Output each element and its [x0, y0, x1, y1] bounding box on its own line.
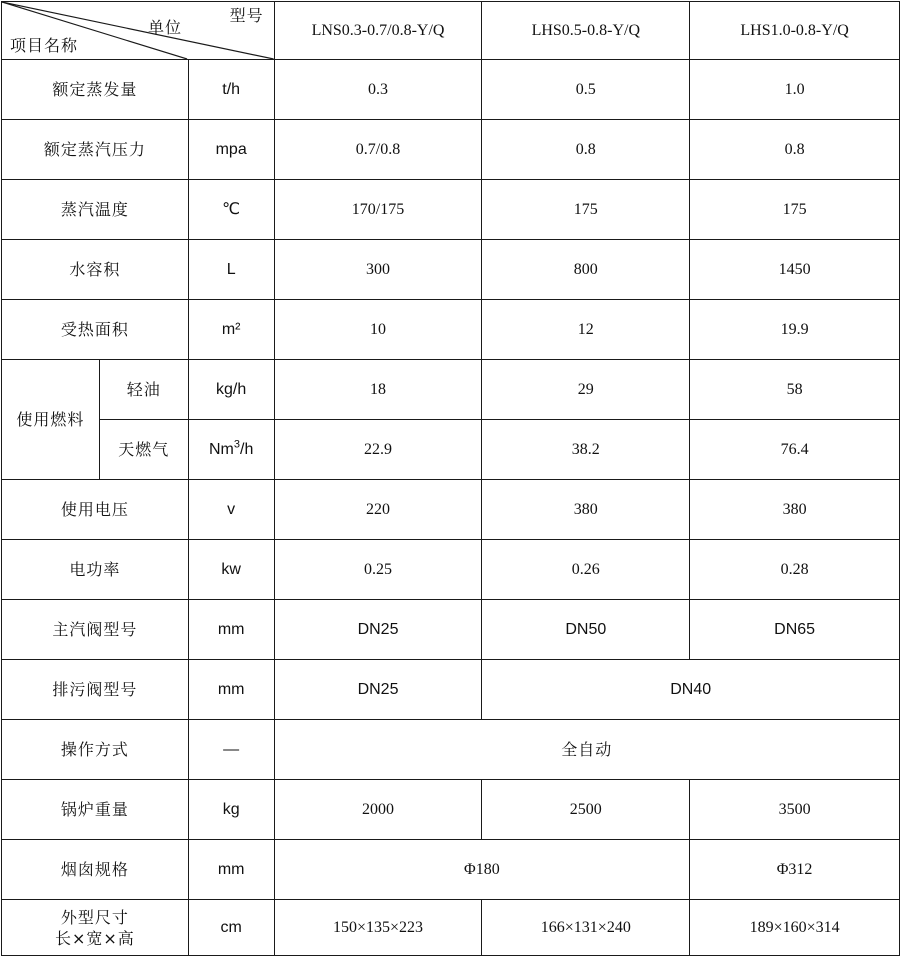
unit-cell — [188, 420, 274, 480]
unit-base: Nm — [208, 440, 234, 458]
row-label-line: 外型尺寸 — [60, 907, 129, 927]
corner-model-label: 型号 — [229, 6, 264, 25]
value-cell: 0.26 — [482, 540, 690, 600]
row-label: 使用电压 — [2, 480, 189, 540]
value-cell: DN50 — [482, 600, 690, 660]
row-label: 排污阀型号 — [2, 660, 189, 720]
value-cell: 0.3 — [274, 60, 482, 120]
fuel-group-label: 使用燃料 — [2, 360, 100, 480]
unit-tail: /h — [240, 440, 254, 458]
value-cell: Φ312 — [690, 840, 900, 900]
table-row — [2, 300, 900, 360]
header-row — [2, 2, 900, 60]
row-label: 额定蒸汽压力 — [2, 120, 189, 180]
fuel-sub-label: 轻油 — [99, 360, 188, 420]
value-cell: 12 — [482, 300, 690, 360]
value-cell: 0.8 — [690, 120, 900, 180]
model-header-1: LNS0.3-0.7/0.8-Y/Q — [274, 2, 482, 60]
table-row — [2, 840, 900, 900]
value-cell: 2000 — [274, 780, 482, 840]
unit-cell: — — [188, 720, 274, 780]
corner-unit-label: 单位 — [148, 18, 183, 37]
unit-superscript: 3 — [233, 438, 240, 451]
value-cell: 175 — [482, 180, 690, 240]
value-cell: 2500 — [482, 780, 690, 840]
unit-cell: L — [188, 240, 274, 300]
value-cell: 175 — [690, 180, 900, 240]
row-label: 蒸汽温度 — [2, 180, 189, 240]
unit-cell: kg/h — [188, 360, 274, 420]
value-cell: 150×135×223 — [274, 900, 482, 956]
row-label: 额定蒸发量 — [2, 60, 189, 120]
value-cell: 380 — [690, 480, 900, 540]
table-row — [2, 240, 900, 300]
model-header-2: LHS0.5-0.8-Y/Q — [482, 2, 690, 60]
table-row — [2, 360, 900, 420]
unit-cell: m² — [188, 300, 274, 360]
boiler-spec-table — [1, 1, 900, 956]
value-cell: 58 — [690, 360, 900, 420]
value-cell: 189×160×314 — [690, 900, 900, 956]
value-cell: 38.2 — [482, 420, 690, 480]
value-cell: 0.7/0.8 — [274, 120, 482, 180]
table-row — [2, 600, 900, 660]
value-cell: 800 — [482, 240, 690, 300]
table-row — [2, 720, 900, 780]
table-row — [2, 420, 900, 480]
value-cell: 76.4 — [690, 420, 900, 480]
table-row — [2, 540, 900, 600]
row-label: 操作方式 — [2, 720, 189, 780]
value-cell: 0.5 — [482, 60, 690, 120]
value-cell: 10 — [274, 300, 482, 360]
value-cell: 18 — [274, 360, 482, 420]
table-row — [2, 780, 900, 840]
row-label-line: 长×宽×高 — [54, 928, 135, 948]
value-cell: 3500 — [690, 780, 900, 840]
value-cell: 29 — [482, 360, 690, 420]
table-row — [2, 900, 900, 956]
value-cell: 19.9 — [690, 300, 900, 360]
value-cell: DN25 — [274, 660, 482, 720]
corner-header-cell — [2, 2, 275, 60]
table-row — [2, 480, 900, 540]
table-row — [2, 60, 900, 120]
value-cell: DN25 — [274, 600, 482, 660]
row-label: 受热面积 — [2, 300, 189, 360]
unit-cell: mm — [188, 660, 274, 720]
corner-item-label: 项目名称 — [10, 36, 79, 55]
table-row — [2, 660, 900, 720]
unit-cell: t/h — [188, 60, 274, 120]
value-cell: 220 — [274, 480, 482, 540]
value-cell: 0.8 — [482, 120, 690, 180]
unit-cell: mpa — [188, 120, 274, 180]
merged-value-cell: Φ180 — [274, 840, 690, 900]
value-cell: 1450 — [690, 240, 900, 300]
value-cell: 170/175 — [274, 180, 482, 240]
row-label: 烟囱规格 — [2, 840, 189, 900]
unit-cell: mm — [188, 600, 274, 660]
unit-cell: ℃ — [188, 180, 274, 240]
value-cell: 0.28 — [690, 540, 900, 600]
merged-value-cell: 全自动 — [274, 720, 899, 780]
row-label: 电功率 — [2, 540, 189, 600]
model-header-3: LHS1.0-0.8-Y/Q — [690, 2, 900, 60]
merged-value-cell: DN40 — [482, 660, 900, 720]
fuel-sub-label: 天燃气 — [99, 420, 188, 480]
unit-cell: v — [188, 480, 274, 540]
value-cell: 380 — [482, 480, 690, 540]
unit-cell: cm — [188, 900, 274, 956]
row-label: 主汽阀型号 — [2, 600, 189, 660]
value-cell: 166×131×240 — [482, 900, 690, 956]
unit-cell: kg — [188, 780, 274, 840]
table-row — [2, 180, 900, 240]
value-cell: 0.25 — [274, 540, 482, 600]
row-label — [2, 900, 189, 956]
value-cell: 1.0 — [690, 60, 900, 120]
table-row — [2, 120, 900, 180]
unit-cell: kw — [188, 540, 274, 600]
row-label: 水容积 — [2, 240, 189, 300]
row-label: 锅炉重量 — [2, 780, 189, 840]
unit-cell: mm — [188, 840, 274, 900]
value-cell: DN65 — [690, 600, 900, 660]
value-cell: 300 — [274, 240, 482, 300]
value-cell: 22.9 — [274, 420, 482, 480]
